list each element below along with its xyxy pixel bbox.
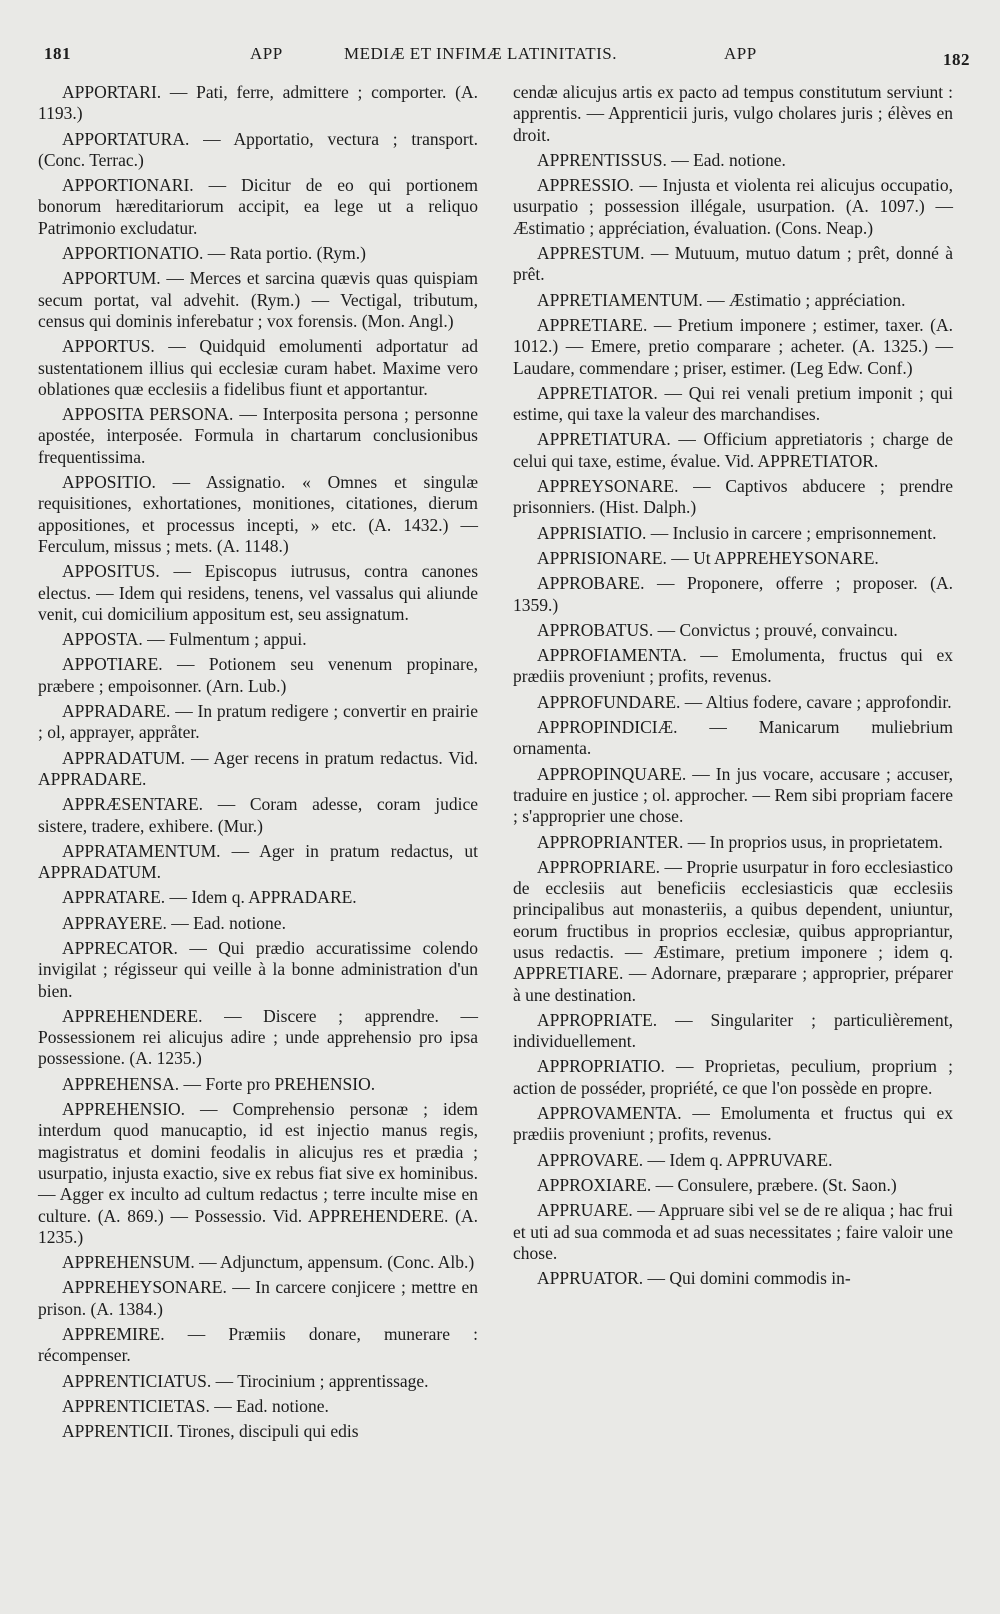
dictionary-entry: APPOTIARE. — Potionem seu venenum propinare, præbere ; empoisonner. (Arn. Lub.)	[38, 654, 478, 696]
dictionary-entry: APPREHENSIO. — Comprehensio personæ ; idem interdum quod manucaptio, id est injectio manus regis, magistratus et domini feodalis in alicujus res et prædia ; usurpatio, injusta exactio, sive ex rebus fiat sive ex hominibus. — Agger ex inculto ad cultum redactus ; terre inculte mise en culture. (A. 869.) — Possessio. Vid. APPREHENDERE. (A. 1235.)	[38, 1099, 478, 1247]
running-title: MEDIÆ ET INFIMÆ LATINITATIS.	[344, 44, 617, 63]
dictionary-entry: APPRECATOR. — Qui prædio accuratissime colendo invigilat ; régisseur qui veille à la bonne administration d'un bien.	[38, 937, 478, 1001]
dictionary-entry: APPREHENSA. — Forte pro PREHENSIO.	[62, 1073, 376, 1094]
dictionary-entry: APPRENTICIETAS. — Ead. notione.	[62, 1395, 329, 1416]
dictionary-entry: APPROPRIATE. — Singulariter ; particulièrement, individuellement.	[513, 1009, 953, 1052]
dictionary-entry: APPRENTICII. Tirones, discipuli qui edis	[62, 1421, 359, 1442]
dictionary-entry: APPREHENSUM. — Adjunctum, appensum. (Conc. Alb.)	[62, 1252, 475, 1273]
dictionary-entry: APPRESTUM. — Mutuum, mutuo datum ; prêt, donné à prêt.	[513, 243, 953, 285]
left-column	[38, 82, 478, 1447]
dictionary-entry: APPORTIONARI. — Dicitur de eo qui portionem bonorum hæreditariorum accipit, ea lege ut a reliquo Patrimonio excludatur.	[38, 175, 478, 238]
dictionary-entry: cendæ alicujus artis ex pacto ad tempus constitutum serviunt : apprentis. — Apprenticii juris, vulgo cholares juris ; élèves en droit.	[513, 82, 953, 145]
dictionary-entry: APPRISIATIO. — Inclusio in carcere ; emprisonnement.	[537, 522, 937, 543]
dictionary-entry: APPRUATOR. — Qui domini commodis in-	[537, 1268, 851, 1289]
dictionary-entry: APPRUARE. — Appruare sibi vel se de re aliqua ; hac frui et uti ad sua commoda et ad suas necessitates ; faire valoir une chose.	[513, 1200, 953, 1263]
dictionary-entry: APPROVARE. — Idem q. APPRUVARE.	[537, 1149, 833, 1170]
running-head-right: APP	[724, 44, 757, 63]
dictionary-entry: APPROPRIARE. — Proprie usurpatur in foro ecclesiastico de ecclesiis aut beneficiis ecclesiasticis quæ ecclesiis principalibus aut monasteriis, a quibus dependent, uniuntur, eorum fructibus in proprios ecclesiæ, quibus appropriantur, usus redactis. — Æstimare, pretium imponere ; idem q. APPRETIARE. — Adornare, præparare ; approprier, préparer à une destination.	[513, 856, 953, 1005]
dictionary-entry: APPORTIONATIO. — Rata portio. (Rym.)	[62, 243, 366, 264]
dictionary-entry: APPROXIARE. — Consulere, præbere. (St. Saon.)	[537, 1174, 897, 1195]
right-column	[513, 82, 953, 1293]
running-header	[44, 44, 970, 76]
dictionary-entry: APPROBATUS. — Convictus ; prouvé, convaincu.	[537, 619, 898, 640]
dictionary-entry: APPORTATURA. — Apportatio, vectura ; transport. (Conc. Terrac.)	[38, 128, 478, 170]
dictionary-entry: APPRENTISSUS. — Ead. notione.	[537, 149, 786, 170]
dictionary-entry: APPRAYERE. — Ead. notione.	[62, 912, 286, 933]
dictionary-entry: APPRETIATURA. — Officium appretiatoris ; charge de celui qui taxe, estime, évalue. Vid. APPRETIATOR.	[513, 429, 953, 471]
dictionary-entry: APPROPRIATIO. — Proprietas, peculium, proprium ; action de posséder, propriété, ce que l'on possède en propre.	[513, 1056, 953, 1098]
dictionary-entry: APPRESSIO. — Injusta et violenta rei alicujus occupatio, usurpatio ; possession illégale, usurpation. (A. 1097.) — Æstimatio ; appréciation, évaluation. (Cons. Neap.)	[513, 175, 953, 238]
dictionary-entry: APPOSITA PERSONA. — Interposita persona ; personne apostée, interposée. Formula in chartarum conclusionibus frequentissima.	[38, 404, 478, 467]
dictionary-entry: APPROPINDICIÆ. — Manicarum muliebrium ornamenta.	[513, 717, 953, 759]
dictionary-entry: APPOSITUS. — Episcopus iutrusus, contra canones electus. — Idem qui residens, tenens, vel vassalus qui aliunde venit, cui domicilium appositum est, seu assignatum.	[38, 561, 478, 624]
dictionary-entry: APPOSITIO. — Assignatio. « Omnes et singulæ requisitiones, exhortationes, monitiones, citationes, dierum appositiones, et processus incepti, » etc. (A. 1432.) — Ferculum, missus ; mets. (A. 1148.)	[38, 472, 478, 556]
dictionary-entry: APPORTUS. — Quidquid emolumenti adportatur ad sustentationem illius qui ecclesiæ curam habet. Maxime vero oblationes quæ ecclesiis a fidelibus fiunt et apportantur.	[38, 336, 478, 399]
dictionary-entry: APPRADARE. — In pratum redigere ; convertir en prairie ; ol, apprayer, appråter.	[38, 701, 478, 743]
dictionary-entry: APPREYSONARE. — Captivos abducere ; prendre prisonniers. (Hist. Dalph.)	[513, 476, 953, 518]
dictionary-entry: APPROBARE. — Proponere, offerre ; proposer. (A. 1359.)	[513, 573, 953, 615]
dictionary-entry: APPORTARI. — Pati, ferre, admittere ; comporter. (A. 1193.)	[38, 82, 478, 124]
dictionary-entry: APPORTUM. — Merces et sarcina quævis quas quispiam secum portat, val advehit. (Rym.) — Vectigal, tributum, census qui dominis inferebatur ; vox forensis. (Mon. Angl.)	[38, 268, 478, 331]
dictionary-entry: APPRETIATOR. — Qui rei venali pretium imponit ; qui estime, qui taxe la valeur des marchandises.	[513, 382, 953, 425]
dictionary-entry: APPROPRIANTER. — In proprios usus, in proprietatem.	[537, 831, 943, 852]
dictionary-entry: APPRETIAMENTUM. — Æstimatio ; appréciation.	[537, 289, 906, 310]
dictionary-entry: APPOSTA. — Fulmentum ; appui.	[62, 629, 307, 650]
dictionary-entry: APPROVAMENTA. — Emolumenta et fructus qui ex prædiis proveniunt ; profits, revenus.	[513, 1103, 953, 1145]
page-number-left: 181	[44, 44, 71, 63]
dictionary-entry: APPREHEYSONARE. — In carcere conjicere ; mettre en prison. (A. 1384.)	[38, 1277, 478, 1319]
page-number-right: 182	[943, 50, 970, 69]
dictionary-entry: APPRATAMENTUM. — Ager in pratum redactus, ut APPRADATUM.	[38, 840, 478, 883]
dictionary-entry: APPREMIRE. — Præmiis donare, munerare : récompenser.	[38, 1324, 478, 1366]
dictionary-entry: APPREHENDERE. — Discere ; apprendre. — Possessionem rei alicujus adire ; unde apprehensio pro ipsa possessione. (A. 1235.)	[38, 1005, 478, 1069]
dictionary-entry: APPROPINQUARE. — In jus vocare, accusare ; accuser, traduire en justice ; ol. approcher. — Rem sibi propriam facere ; s'approprier une chose.	[513, 763, 953, 827]
dictionary-entry: APPRISIONARE. — Ut APPREHEYSONARE.	[537, 547, 879, 568]
dictionary-entry: APPRATARE. — Idem q. APPRADARE.	[62, 887, 357, 908]
dictionary-entry: APPRÆSENTARE. — Coram adesse, coram judice sistere, tradere, exhibere. (Mur.)	[38, 794, 478, 836]
dictionary-entry: APPROFUNDARE. — Altius fodere, cavare ; approfondir.	[537, 691, 952, 712]
dictionary-entry: APPROFIAMENTA. — Emolumenta, fructus qui ex prædiis proveniunt ; profits, revenus.	[513, 645, 953, 687]
dictionary-entry: APPRADATUM. — Ager recens in pratum redactus. Vid. APPRADARE.	[38, 747, 478, 789]
running-head-left: APP	[250, 44, 283, 63]
dictionary-entry: APPRENTICIATUS. — Tirocinium ; apprentissage.	[62, 1370, 429, 1391]
dictionary-entry: APPRETIARE. — Pretium imponere ; estimer, taxer. (A. 1012.) — Emere, pretio comparare ; acheter. (A. 1325.) — Laudare, commendare ; priser, estimer. (Leg Edw. Conf.)	[513, 314, 953, 378]
